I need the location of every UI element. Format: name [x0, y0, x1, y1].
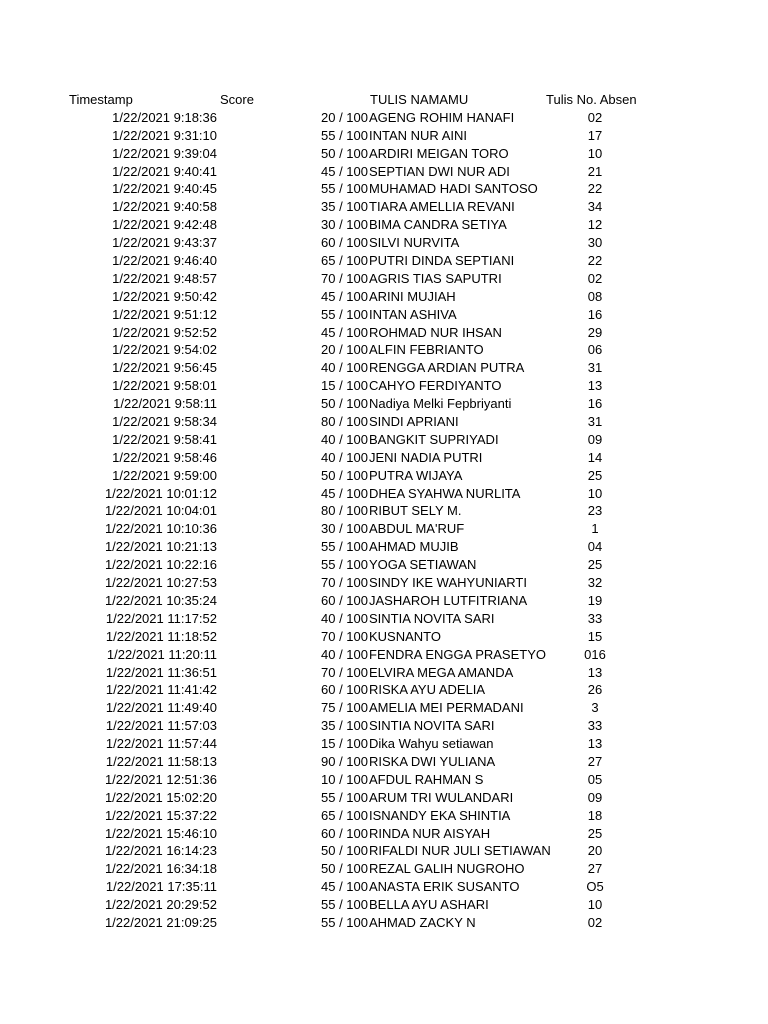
table-row	[0, 842, 768, 860]
table-row	[0, 485, 768, 503]
score-cell: 70 / 100	[321, 575, 368, 591]
table-row	[0, 574, 768, 592]
absen-cell: 27	[587, 861, 603, 877]
absen-cell: 09	[587, 789, 603, 805]
absen-cell: 02	[587, 109, 603, 125]
header-score: Score	[220, 92, 254, 107]
absen-cell: 10	[587, 485, 603, 501]
table-row	[0, 449, 768, 467]
absen-cell: 016	[584, 646, 606, 662]
timestamp-cell: 1/22/2021 9:58:41	[112, 431, 217, 447]
table-row	[0, 914, 768, 932]
absen-cell: 06	[587, 342, 603, 358]
name-cell: AMELIA MEI PERMADANI	[369, 700, 524, 716]
name-cell: DHEA SYAHWA NURLITA	[369, 485, 521, 501]
timestamp-cell: 1/22/2021 11:49:40	[105, 700, 217, 716]
table-row	[0, 753, 768, 771]
score-cell: 10 / 100	[321, 771, 368, 787]
table-row	[0, 341, 768, 359]
timestamp-cell: 1/22/2021 10:21:13	[104, 539, 217, 555]
name-cell: AGENG ROHIM HANAFI	[369, 109, 515, 125]
table-row	[0, 538, 768, 556]
table-row	[0, 163, 768, 181]
timestamp-cell: 1/22/2021 9:40:45	[112, 181, 217, 197]
name-cell: YOGA SETIAWAN	[369, 557, 477, 573]
table-row	[0, 896, 768, 914]
score-cell: 20 / 100	[321, 109, 368, 125]
score-cell: 80 / 100	[321, 414, 368, 430]
spreadsheet-table	[0, 91, 768, 932]
timestamp-cell: 1/22/2021 9:54:02	[112, 342, 217, 358]
table-row	[0, 127, 768, 145]
table-row	[0, 860, 768, 878]
table-body	[0, 109, 768, 932]
timestamp-cell: 1/22/2021 11:58:13	[105, 753, 217, 769]
score-cell: 60 / 100	[321, 592, 368, 608]
name-cell: RIFALDI NUR JULI SETIAWAN	[369, 843, 551, 859]
timestamp-cell: 1/22/2021 16:14:23	[104, 843, 217, 859]
absen-cell: 32	[587, 575, 603, 591]
absen-cell: 18	[587, 807, 603, 823]
name-cell: BANGKIT SUPRIYADI	[369, 431, 499, 447]
header-timestamp: Timestamp	[69, 92, 133, 107]
absen-cell: 19	[587, 592, 603, 608]
table-row	[0, 252, 768, 270]
timestamp-cell: 1/22/2021 10:27:53	[104, 575, 217, 591]
score-cell: 15 / 100	[321, 378, 368, 394]
score-cell: 20 / 100	[321, 342, 368, 358]
name-cell: SILVI NURVITA	[369, 235, 460, 251]
score-cell: 75 / 100	[321, 700, 368, 716]
table-row	[0, 878, 768, 896]
name-cell: ABDUL MA'RUF	[369, 521, 465, 537]
absen-cell: 31	[587, 414, 603, 430]
score-cell: 60 / 100	[321, 235, 368, 251]
name-cell: ISNANDY EKA SHINTIA	[369, 807, 511, 823]
absen-cell: 15	[587, 628, 603, 644]
absen-cell: 04	[587, 539, 603, 555]
table-row	[0, 592, 768, 610]
absen-cell: 08	[587, 288, 603, 304]
timestamp-cell: 1/22/2021 9:51:12	[112, 306, 217, 322]
timestamp-cell: 1/22/2021 9:59:00	[112, 467, 217, 483]
score-cell: 45 / 100	[321, 288, 368, 304]
timestamp-cell: 1/22/2021 11:20:11	[106, 646, 217, 662]
score-cell: 60 / 100	[321, 682, 368, 698]
name-cell: REZAL GALIH NUGROHO	[369, 861, 525, 877]
timestamp-cell: 1/22/2021 9:58:11	[113, 396, 217, 412]
table-row	[0, 789, 768, 807]
table-row	[0, 324, 768, 342]
name-cell: TIARA AMELLIA REVANI	[369, 199, 515, 215]
table-row	[0, 145, 768, 163]
timestamp-cell: 1/22/2021 9:58:34	[112, 414, 217, 430]
timestamp-cell: 1/22/2021 9:40:58	[112, 199, 217, 215]
absen-cell: 33	[587, 610, 603, 626]
timestamp-cell: 1/22/2021 9:48:57	[112, 270, 217, 286]
timestamp-cell: 1/22/2021 11:57:03	[105, 718, 217, 734]
timestamp-cell: 1/22/2021 11:57:44	[105, 736, 217, 752]
table-row	[0, 646, 768, 664]
timestamp-cell: 1/22/2021 11:41:42	[105, 682, 217, 698]
absen-cell: 13	[587, 378, 603, 394]
absen-cell: 02	[587, 914, 603, 930]
name-cell: CAHYO FERDIYANTO	[369, 378, 502, 394]
timestamp-cell: 1/22/2021 10:04:01	[104, 503, 217, 519]
score-cell: 50 / 100	[321, 843, 368, 859]
absen-cell: 14	[587, 449, 603, 465]
table-row	[0, 306, 768, 324]
score-cell: 35 / 100	[321, 199, 368, 215]
score-cell: 55 / 100	[321, 914, 368, 930]
score-cell: 40 / 100	[321, 431, 368, 447]
table-row	[0, 610, 768, 628]
score-cell: 35 / 100	[321, 718, 368, 734]
score-cell: 55 / 100	[321, 127, 368, 143]
name-cell: SINTIA NOVITA SARI	[369, 610, 495, 626]
name-cell: RISKA DWI YULIANA	[369, 753, 496, 769]
name-cell: PUTRA WIJAYA	[369, 467, 463, 483]
name-cell: RENGGA ARDIAN PUTRA	[369, 360, 525, 376]
absen-cell: 09	[587, 431, 603, 447]
score-cell: 40 / 100	[321, 360, 368, 376]
timestamp-cell: 1/22/2021 16:34:18	[104, 861, 217, 877]
table-row	[0, 771, 768, 789]
timestamp-cell: 1/22/2021 11:17:52	[105, 610, 217, 626]
timestamp-cell: 1/22/2021 11:36:51	[105, 664, 217, 680]
absen-cell: 12	[587, 217, 603, 233]
timestamp-cell: 1/22/2021 9:52:52	[112, 324, 217, 340]
table-row	[0, 288, 768, 306]
name-cell: AHMAD MUJIB	[369, 539, 459, 555]
absen-cell: 22	[587, 253, 603, 269]
name-cell: MUHAMAD HADI SANTOSO	[369, 181, 538, 197]
name-cell: ANASTA ERIK SUSANTO	[369, 879, 520, 895]
header-absen: Tulis No. Absen	[546, 92, 637, 107]
name-cell: RIBUT SELY M.	[369, 503, 462, 519]
timestamp-cell: 1/22/2021 9:18:36	[112, 109, 217, 125]
name-cell: INTAN ASHIVA	[369, 306, 457, 322]
score-cell: 60 / 100	[321, 825, 368, 841]
score-cell: 55 / 100	[321, 557, 368, 573]
name-cell: PUTRI DINDA SEPTIANI	[369, 253, 515, 269]
absen-cell: 05	[587, 771, 603, 787]
score-cell: 45 / 100	[321, 879, 368, 895]
timestamp-cell: 1/22/2021 9:50:42	[112, 288, 217, 304]
timestamp-cell: 1/22/2021 9:40:41	[112, 163, 217, 179]
table-row	[0, 717, 768, 735]
absen-cell: 3	[591, 700, 599, 716]
score-cell: 45 / 100	[321, 324, 368, 340]
name-cell: KUSNANTO	[369, 628, 441, 644]
score-cell: 45 / 100	[321, 485, 368, 501]
name-cell: RISKA AYU ADELIA	[369, 682, 486, 698]
name-cell: FENDRA ENGGA PRASETYO	[369, 646, 546, 662]
score-cell: 50 / 100	[321, 145, 368, 161]
table-row	[0, 520, 768, 538]
timestamp-cell: 1/22/2021 9:56:45	[112, 360, 217, 376]
timestamp-cell: 1/22/2021 10:35:24	[104, 592, 217, 608]
timestamp-cell: 1/22/2021 20:29:52	[104, 897, 217, 913]
name-cell: ELVIRA MEGA AMANDA	[369, 664, 514, 680]
name-cell: ROHMAD NUR IHSAN	[369, 324, 502, 340]
absen-cell: 13	[587, 736, 603, 752]
timestamp-cell: 1/22/2021 11:18:52	[105, 628, 217, 644]
timestamp-cell: 1/22/2021 17:35:11	[105, 879, 217, 895]
absen-cell: 1	[591, 521, 599, 537]
score-cell: 55 / 100	[321, 789, 368, 805]
table-row	[0, 234, 768, 252]
absen-cell: 29	[587, 324, 603, 340]
name-cell: AHMAD ZACKY N	[369, 914, 476, 930]
table-row	[0, 359, 768, 377]
name-cell: JENI NADIA PUTRI	[369, 449, 483, 465]
table-row	[0, 467, 768, 485]
absen-cell: O5	[586, 879, 604, 895]
table-row	[0, 556, 768, 574]
name-cell: ALFIN FEBRIANTO	[369, 342, 484, 358]
score-cell: 30 / 100	[321, 217, 368, 233]
name-cell: SINDI APRIANI	[369, 414, 459, 430]
score-cell: 30 / 100	[321, 521, 368, 537]
absen-cell: 20	[587, 843, 603, 859]
score-cell: 55 / 100	[321, 897, 368, 913]
score-cell: 15 / 100	[321, 736, 368, 752]
name-cell: ARDIRI MEIGAN TORO	[369, 145, 509, 161]
score-cell: 65 / 100	[321, 807, 368, 823]
name-cell: SINTIA NOVITA SARI	[369, 718, 495, 734]
timestamp-cell: 1/22/2021 10:01:12	[104, 485, 217, 501]
table-row	[0, 270, 768, 288]
table-row	[0, 628, 768, 646]
name-cell: BIMA CANDRA SETIYA	[369, 217, 507, 233]
absen-cell: 27	[587, 753, 603, 769]
name-cell: ARINI MUJIAH	[369, 288, 456, 304]
timestamp-cell: 1/22/2021 9:46:40	[112, 253, 217, 269]
name-cell: Nadiya Melki Fepbriyanti	[369, 396, 512, 412]
absen-cell: 33	[587, 718, 603, 734]
table-row	[0, 413, 768, 431]
name-cell: AFDUL RAHMAN S	[369, 771, 484, 787]
score-cell: 50 / 100	[321, 467, 368, 483]
name-cell: RINDA NUR AISYAH	[369, 825, 491, 841]
absen-cell: 26	[587, 682, 603, 698]
timestamp-cell: 1/22/2021 21:09:25	[104, 914, 217, 930]
absen-cell: 21	[587, 163, 603, 179]
timestamp-cell: 1/22/2021 9:58:46	[112, 449, 217, 465]
timestamp-cell: 1/22/2021 9:43:37	[112, 235, 217, 251]
timestamp-cell: 1/22/2021 10:10:36	[104, 521, 217, 537]
score-cell: 50 / 100	[321, 396, 368, 412]
score-cell: 40 / 100	[321, 610, 368, 626]
timestamp-cell: 1/22/2021 12:51:36	[104, 771, 217, 787]
table-row	[0, 198, 768, 216]
table-row	[0, 395, 768, 413]
absen-cell: 25	[587, 825, 603, 841]
name-cell: Dika Wahyu setiawan	[369, 736, 494, 752]
absen-cell: 02	[587, 270, 603, 286]
timestamp-cell: 1/22/2021 15:37:22	[104, 807, 217, 823]
absen-cell: 16	[587, 396, 603, 412]
absen-cell: 30	[587, 235, 603, 251]
score-cell: 70 / 100	[321, 628, 368, 644]
timestamp-cell: 1/22/2021 15:46:10	[104, 825, 217, 841]
score-cell: 90 / 100	[321, 753, 368, 769]
score-cell: 40 / 100	[321, 449, 368, 465]
table-row	[0, 377, 768, 395]
name-cell: JASHAROH LUTFITRIANA	[369, 592, 528, 608]
table-row	[0, 735, 768, 753]
name-cell: BELLA AYU ASHARI	[369, 897, 489, 913]
score-cell: 55 / 100	[321, 306, 368, 322]
name-cell: ARUM TRI WULANDARI	[369, 789, 514, 805]
score-cell: 55 / 100	[321, 181, 368, 197]
table-row	[0, 681, 768, 699]
name-cell: INTAN NUR AINI	[369, 127, 467, 143]
absen-cell: 16	[587, 306, 603, 322]
absen-cell: 25	[587, 467, 603, 483]
score-cell: 70 / 100	[321, 270, 368, 286]
name-cell: SEPTIAN DWI NUR ADI	[369, 163, 510, 179]
table-row	[0, 664, 768, 682]
absen-cell: 34	[587, 199, 603, 215]
score-cell: 80 / 100	[321, 503, 368, 519]
name-cell: SINDY IKE WAHYUNIARTI	[369, 575, 527, 591]
timestamp-cell: 1/22/2021 9:58:01	[112, 378, 217, 394]
score-cell: 45 / 100	[321, 163, 368, 179]
absen-cell: 10	[587, 897, 603, 913]
absen-cell: 22	[587, 181, 603, 197]
header-name: TULIS NAMAMU	[370, 92, 469, 107]
score-cell: 70 / 100	[321, 664, 368, 680]
table-row	[0, 502, 768, 520]
name-cell: AGRIS TIAS SAPUTRI	[369, 270, 502, 286]
timestamp-cell: 1/22/2021 10:22:16	[104, 557, 217, 573]
table-row	[0, 699, 768, 717]
score-cell: 65 / 100	[321, 253, 368, 269]
timestamp-cell: 1/22/2021 15:02:20	[104, 789, 217, 805]
table-row	[0, 109, 768, 127]
absen-cell: 31	[587, 360, 603, 376]
absen-cell: 10	[587, 145, 603, 161]
absen-cell: 23	[587, 503, 603, 519]
table-row	[0, 180, 768, 198]
absen-cell: 17	[587, 127, 603, 143]
table-row	[0, 431, 768, 449]
table-row	[0, 216, 768, 234]
table-row	[0, 807, 768, 825]
table-row	[0, 825, 768, 843]
timestamp-cell: 1/22/2021 9:42:48	[112, 217, 217, 233]
timestamp-cell: 1/22/2021 9:31:10	[112, 127, 217, 143]
absen-cell: 25	[587, 557, 603, 573]
header-row	[0, 91, 768, 109]
score-cell: 55 / 100	[321, 539, 368, 555]
score-cell: 40 / 100	[321, 646, 368, 662]
timestamp-cell: 1/22/2021 9:39:04	[112, 145, 217, 161]
score-cell: 50 / 100	[321, 861, 368, 877]
absen-cell: 13	[587, 664, 603, 680]
